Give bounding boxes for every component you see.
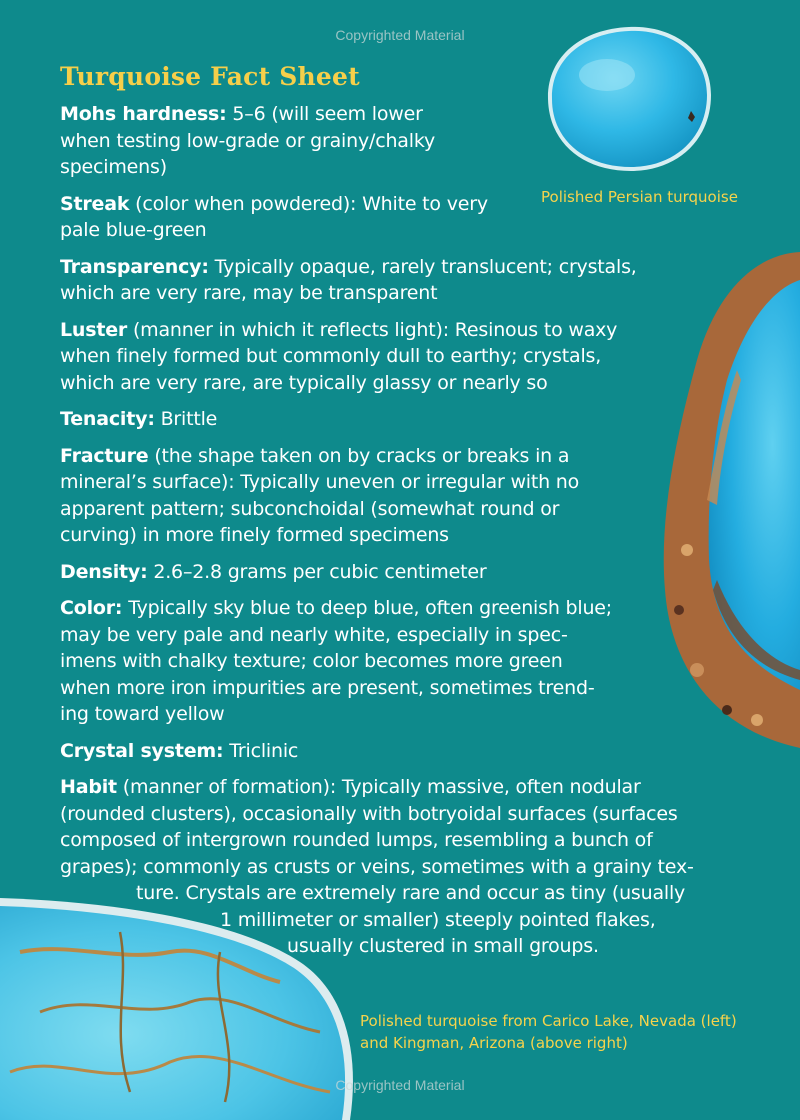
fact-density <box>60 559 750 586</box>
fact-text-line: (the shape taken on by cracks or breaks in a <box>154 444 570 467</box>
fact-label: Density: <box>60 560 148 583</box>
fact-text-line: pale blue-green <box>60 219 207 241</box>
fact-text-line: when more iron impurities are present, sometimes trend- <box>60 676 595 699</box>
fact-label: Mohs hardness: <box>60 103 227 125</box>
fact-transparency <box>60 254 750 307</box>
fact-sheet-title: Turquoise Fact Sheet <box>60 62 360 91</box>
fact-text-line: 5–6 (will seem lower <box>232 103 423 125</box>
fact-label: Crystal system: <box>60 739 224 762</box>
fact-label: Transparency: <box>60 255 209 278</box>
fact-text-line: Brittle <box>160 408 218 430</box>
fact-text-line: Triclinic <box>229 739 299 762</box>
fact-label: Luster <box>60 318 128 341</box>
fact-text-line: imens with chalky texture; color becomes more green <box>60 650 563 672</box>
fact-label: Color: <box>60 597 123 619</box>
caption-line: Polished turquoise from Carico Lake, Nevada (left) <box>360 1012 737 1030</box>
fact-label: Fracture <box>60 444 149 467</box>
carico-kingman-caption <box>360 1010 737 1054</box>
fact-streak <box>60 191 750 244</box>
fact-text-line: usually clustered in small groups. <box>287 935 599 957</box>
fact-text-line: apparent pattern; subconchoidal (somewhat round or <box>60 497 560 520</box>
caption-line: and Kingman, Arizona (above right) <box>360 1034 628 1052</box>
fact-text-line: (color when powdered): White to very <box>135 192 488 215</box>
fact-color <box>60 595 750 728</box>
fact-text-line: ing toward yellow <box>60 703 225 725</box>
watermark-top: Copyrighted Material <box>335 27 465 43</box>
watermark-bottom: Copyrighted Material <box>335 1077 465 1093</box>
fact-text-line: Typically opaque, rarely translucent; crystals, <box>214 255 637 278</box>
fact-label: Tenacity: <box>60 408 155 430</box>
fact-text-line: specimens) <box>60 156 167 178</box>
fact-text-line: which are very rare, may be transparent <box>60 282 438 304</box>
fact-list <box>60 101 750 960</box>
fact-habit <box>60 774 750 960</box>
fact-text-line: when testing low-grade or grainy/chalky <box>60 129 436 152</box>
fact-label: Streak <box>60 192 130 215</box>
fact-luster <box>60 317 750 397</box>
fact-label: Habit <box>60 776 117 798</box>
fact-mohs-hardness <box>60 101 750 181</box>
fact-text-line: composed of intergrown rounded lumps, resembling a bunch of <box>60 829 653 851</box>
fact-text-line: may be very pale and nearly white, especially in spec- <box>60 623 568 646</box>
persian-caption: Polished Persian turquoise <box>541 188 738 206</box>
fact-text-line: (rounded clusters), occasionally with botryoidal surfaces (surfaces <box>60 802 678 825</box>
fact-text-line: when finely formed but commonly dull to earthy; crystals, <box>60 345 602 367</box>
fact-text-line: grapes); commonly as crusts or veins, sometimes with a grainy tex- <box>60 855 694 878</box>
fact-text-line: 1 millimeter or smaller) steeply pointed flakes, <box>220 908 656 931</box>
fact-tenacity <box>60 406 750 433</box>
fact-text-line: 2.6–2.8 grams per cubic centimeter <box>153 560 487 583</box>
fact-text-line: (manner of formation): Typically massive, often nodular <box>122 776 641 798</box>
fact-text-line: which are very rare, are typically glassy or nearly so <box>60 371 548 394</box>
fact-text-line: ture. Crystals are extremely rare and occur as tiny (usually <box>136 882 686 904</box>
fact-text-line: Typically sky blue to deep blue, often greenish blue; <box>128 597 612 619</box>
fact-fracture <box>60 443 750 549</box>
fact-text-line: curving) in more finely formed specimens <box>60 524 449 546</box>
fact-text-line: mineral’s surface): Typically uneven or irregular with no <box>60 471 580 493</box>
fact-text-line: (manner in which it reflects light): Resinous to waxy <box>132 318 618 341</box>
fact-crystal-system <box>60 738 750 765</box>
